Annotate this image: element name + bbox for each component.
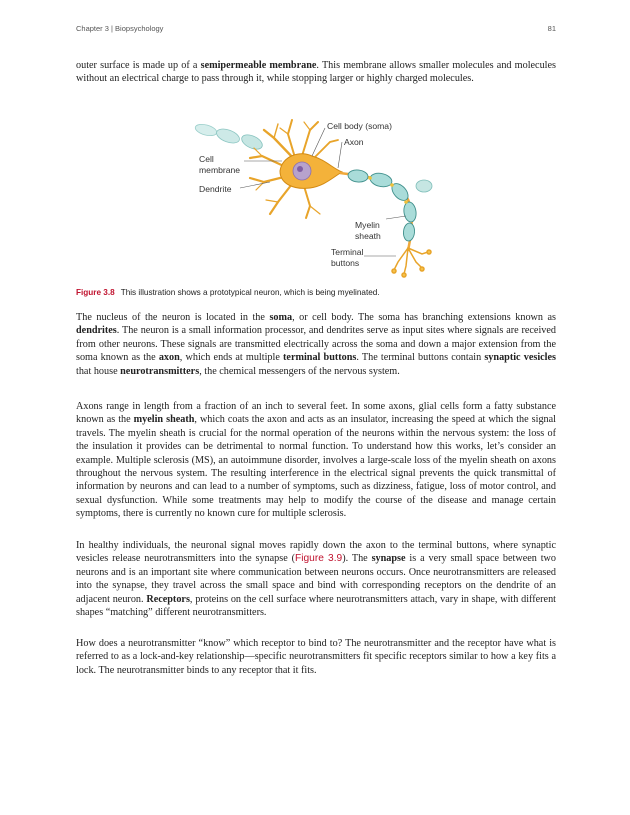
term-synaptic-vesicles: synaptic vesicles xyxy=(484,352,556,364)
label-terminal-1: Terminal xyxy=(331,247,364,257)
label-dendrite: Dendrite xyxy=(199,184,232,194)
term-myelin-sheath: myelin sheath xyxy=(133,414,195,426)
label-myelin-2: sheath xyxy=(355,231,381,241)
term-dendrites: dendrites xyxy=(76,325,117,337)
term-terminal-buttons: terminal buttons xyxy=(283,352,357,364)
soma-illustration xyxy=(280,154,342,189)
term-receptors: Receptors xyxy=(146,593,190,605)
label-terminal-2: buttons xyxy=(331,258,360,268)
axon-illustration xyxy=(340,169,432,251)
term-synapse: synapse xyxy=(371,553,406,565)
label-cell-membrane-1: Cell xyxy=(199,154,214,164)
term-neurotransmitters: neurotransmitters xyxy=(120,365,200,377)
label-myelin-1: Myelin xyxy=(355,220,380,230)
figure-3-9-link[interactable]: Figure 3.9 xyxy=(295,553,343,565)
paragraph-neuron-structure: The nucleus of the neuron is located in the soma, or cell body. The soma has branching extensions known as dendrites. The neuron is a small information processor, and dendrites serve as input sites where signals are received from other neurons. These signals are transmitted electrically across the soma and down a major extension from the soma known as the axon, which ends at multiple terminal buttons. The terminal buttons contain synaptic vesicles that house neurotransmitters, the chemical messengers of the nervous system. xyxy=(76,312,556,377)
terminal-buttons-illustration xyxy=(392,248,431,277)
term-semipermeable-membrane: semipermeable membrane xyxy=(200,60,317,71)
paragraph-synapse: In healthy individuals, the neuronal signal moves rapidly down the axon to the terminal buttons, where synaptic vesicles release neurotransmitters into the synapse (Figure 3.9). The synapse is a very small space between two neurons and is an important site where communication between neurons occurs. Once neurotransmitters are released into the synapse, they travel across the small space and bind with corresponding receptors on the dendrite of an adjacent neuron. Receptors, proteins on the cell surface where neurotransmitters attach, vary in shape, with different shapes “matching” different neurotransmitters. xyxy=(76,540,556,619)
label-cell-body: Cell body (soma) xyxy=(327,121,392,131)
paragraph-myelin: Axons range in length from a fraction of an inch to several feet. In some axons, glial cells form a fatty substance known as the myelin sheath, which coats the axon and acts as an insulator, increasing the speed at which the signal travels. The myelin sheath is crucial for the normal operation of the neurons within the nervous system: the loss of the insulation it provides can be detrimental to normal function. To understand how this works, let’s consider an example. Multiple sclerosis (MS), an autoimmune disorder, involves a large-scale loss of the myelin sheath on axons throughout the nervous system. The resulting interference in the electrical signal prevents the quick transmittal of information by neurons and can lead to a number of symptoms, such as dizziness, fatigue, loss of motor control, and sexual dysfunction. While some treatments may help to modify the course of the disease and manage certain symptoms, there is currently no known cure for multiple sclerosis. xyxy=(76,401,556,520)
label-cell-membrane-2: membrane xyxy=(199,165,241,175)
chapter-title: Chapter 3 | Biopsychology xyxy=(76,24,164,33)
term-soma: soma xyxy=(269,312,293,323)
term-axon: axon xyxy=(158,352,180,364)
figure-leader-lines xyxy=(240,128,406,256)
neuron-figure xyxy=(192,116,452,281)
paragraph-membrane: outer surface is made up of a semipermeable membrane. This membrane allows smaller molecules and molecules without an electrical charge to pass through it, while stopping larger or highly charged molecules. xyxy=(76,60,556,85)
paragraph-lock-and-key: How does a neurotransmitter “know” which receptor to bind to? The neurotransmitter and the receptor have what is referred to as a lock-and-key relationship—specific neurotransmitters fit specific receptors similar to how a key fits a lock. The neurotransmitter binds to any receptor that it fits. xyxy=(76,638,556,676)
figure-caption xyxy=(76,288,556,297)
figure-number: Figure 3.8 xyxy=(76,288,115,297)
caption-text: This illustration shows a prototypical neuron, which is being myelinated. xyxy=(120,288,380,297)
label-axon: Axon xyxy=(344,137,364,147)
page-number: 81 xyxy=(547,24,556,33)
